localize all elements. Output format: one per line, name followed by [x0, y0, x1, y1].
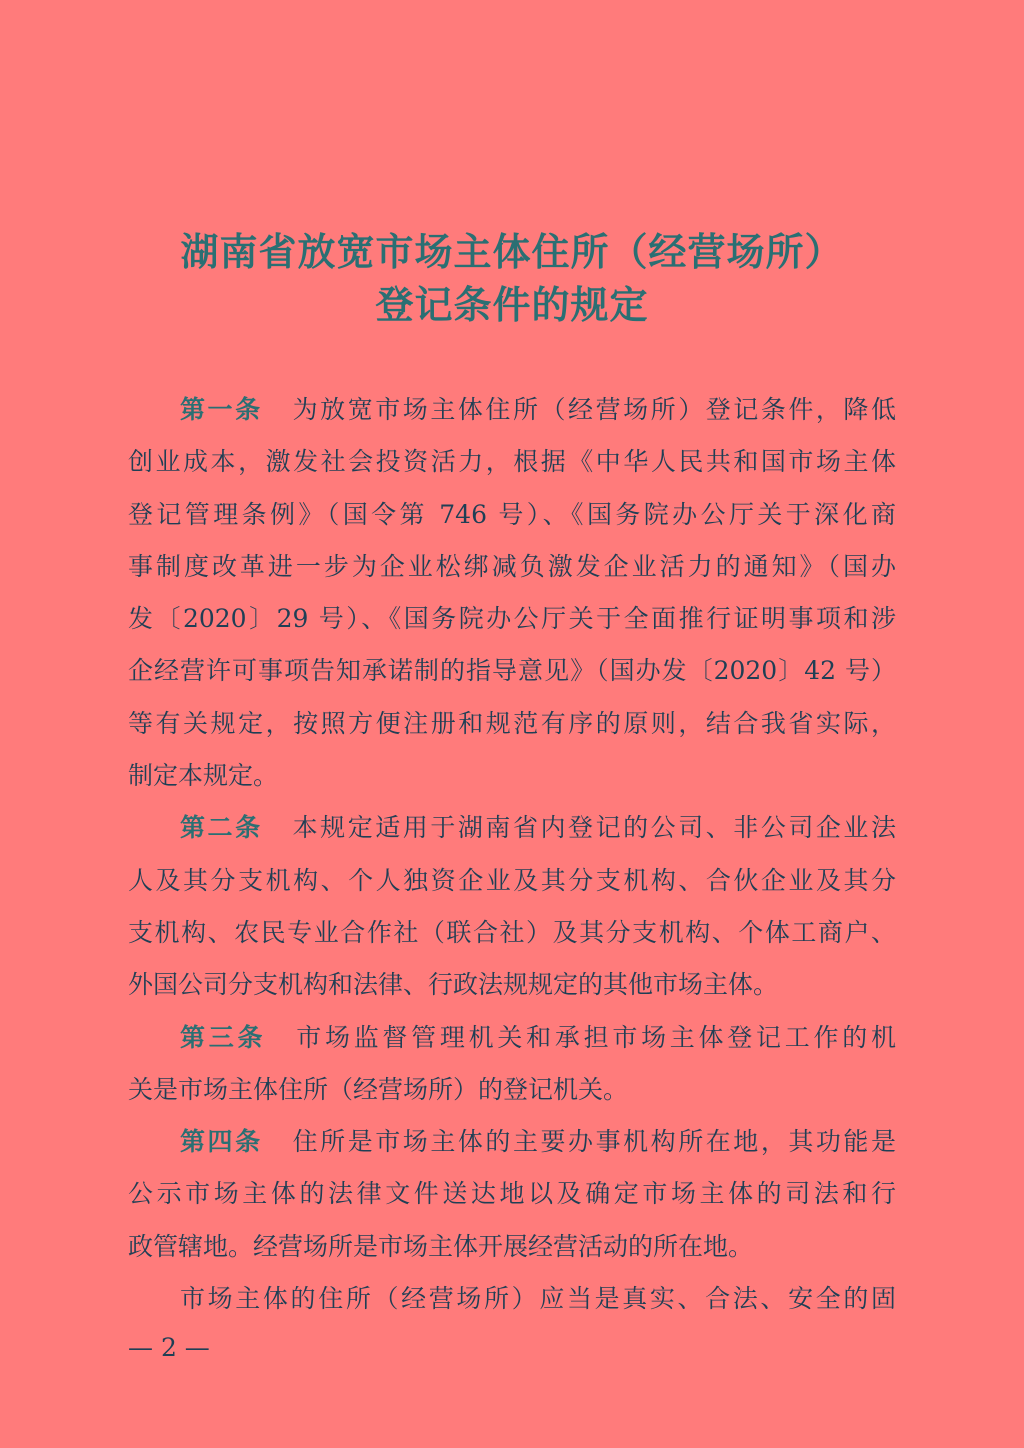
page-number: — 2 — [128, 1333, 210, 1362]
document-body [128, 384, 896, 1325]
paragraph-line: 政管辖地。经营场所是市场主体开展经营活动的所在地。 [128, 1231, 754, 1261]
paragraph-line [128, 1116, 896, 1168]
paragraph-line: 发〔2020〕29 号）、《国务院办公厅关于全面推行证明事项和涉 [128, 604, 896, 634]
paragraph-line: 等有关规定，按照方便注册和规范有序的原则，结合我省实际， [128, 708, 896, 738]
paragraph-line [128, 384, 896, 436]
paragraph-text: 为放宽市场主体住所（经营场所）登记条件，降低 [292, 395, 896, 424]
paragraph-line [128, 802, 896, 854]
paragraph-line: 事制度改革进一步为企业松绑减负激发企业活力的通知》（国办 [128, 551, 896, 581]
paragraph-text: 市场监督管理机关和承担市场主体登记工作的机 [296, 1022, 896, 1052]
paragraph-text: 住所是市场主体的主要办事机构所在地，其功能是 [292, 1127, 896, 1157]
paragraph-line: 公示市场主体的法律文件送达地以及确定市场主体的司法和行 [128, 1179, 896, 1209]
paragraph-text: 本规定适用于湖南省内登记的公司、非公司企业法 [292, 813, 896, 843]
paragraph-line: 登记管理条例》（国令第 746 号）、《国务院办公厅关于深化商 [128, 499, 896, 529]
document-title-line-1: 湖南省放宽市场主体住所（经营场所） [180, 229, 844, 274]
paragraph-line: 关是市场主体住所（经营场所）的登记机关。 [128, 1074, 629, 1104]
paragraph-line: 企经营许可事项告知承诺制的指导意见》（国办发〔2020〕42 号） [128, 656, 896, 686]
paragraph-line: 支机构、农民专业合作社（联合社）及其分支机构、个体工商户、 [128, 917, 896, 947]
article-label: 第四条 [180, 1127, 263, 1157]
paragraph-line: 外国公司分支机构和法律、行政法规规定的其他市场主体。 [128, 970, 779, 1000]
article-label: 第一条 [180, 395, 263, 424]
paragraph-line: 创业成本，激发社会投资活力，根据《中华人民共和国市场主体 [128, 447, 896, 477]
paragraph-line: 人及其分支机构、个人独资企业及其分支机构、合伙企业及其分 [128, 865, 896, 895]
document-title-line-2: 登记条件的规定 [375, 282, 649, 327]
article-label: 第三条 [180, 1022, 267, 1052]
paragraph-line: 制定本规定。 [128, 761, 279, 791]
paragraph-line: 市场主体的住所（经营场所）应当是真实、合法、安全的固 [180, 1284, 896, 1314]
article-label: 第二条 [180, 813, 263, 843]
paragraph-line [128, 1012, 896, 1064]
